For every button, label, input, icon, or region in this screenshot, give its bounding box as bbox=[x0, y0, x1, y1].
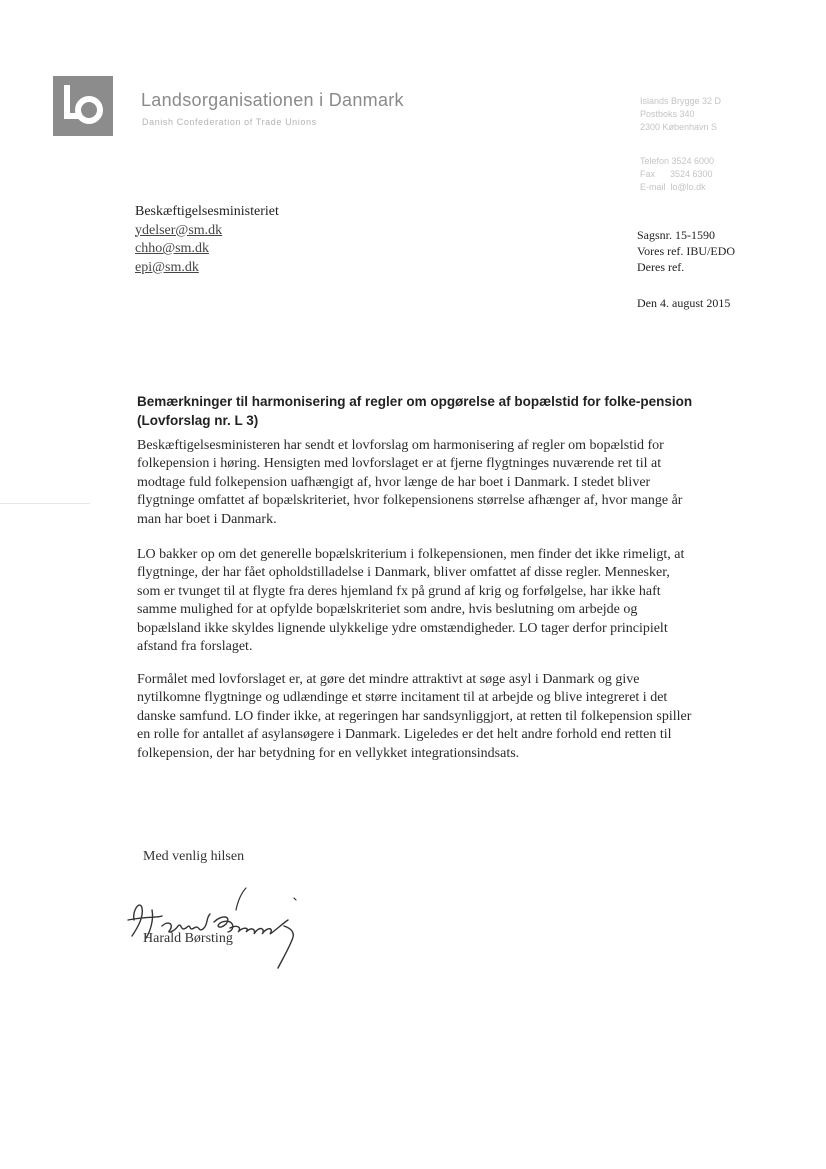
address-line: Islands Brygge 32 D bbox=[640, 96, 722, 106]
fax-line: Fax 3524 6300 bbox=[640, 169, 713, 179]
org-subtitle: Danish Confederation of Trade Unions bbox=[142, 117, 317, 127]
body-paragraph: LO bakker op om det generelle bopælskriterium i folkepensionen, men finder det ikke rimeligt, at flygtninge, der har fået opholdstilladelse i Danmark, bliver omfattet af disse regler. Mennesker, som er tvunget til at flygte fra deres hjemland fx på grund af krig og forfølgelse, har ikke haft samme mulighed for at opfylde bopælskriteriet som andre, hvis beslutning om arbejde og bopælsland ikke skyldes lignende ulykkelige ydre omstændigheder. LO tager derfor principielt afstand fra forslaget. bbox=[137, 547, 685, 655]
address-line: 2300 København S bbox=[640, 122, 718, 132]
email-line: E-mail lo@lo.dk bbox=[640, 182, 706, 192]
scan-artifact bbox=[0, 503, 90, 504]
handwritten-signature bbox=[118, 880, 318, 970]
address-line: Postboks 340 bbox=[640, 109, 695, 119]
org-address bbox=[640, 95, 721, 134]
recipient-email-link[interactable]: ydelser@sm.dk bbox=[135, 222, 223, 238]
body-paragraph: Formålet med lovforslaget er, at gøre det mindre attraktivt at søge asyl i Danmark og give nytilkomne flygtninge og udlændinge et større incitament til at arbejde og blive integreret i det danske samfund. LO finder ikke, at regeringen har sandsynliggjort, at retten til folkepension spiller en rolle for antallet af asylansøgere i Danmark. Ligeledes er det helt andre forhold end retten til folkepension, der har betydning for en vellykket integrationsindsats. bbox=[137, 672, 692, 761]
recipient-email-link[interactable]: chho@sm.dk bbox=[135, 241, 209, 256]
lo-logo-icon bbox=[53, 76, 113, 136]
org-name: Landsorganisationen i Danmark bbox=[141, 90, 404, 110]
phone-line: Telefon 3524 6000 bbox=[640, 156, 715, 166]
letter-date: Den 4. august 2015 bbox=[637, 296, 731, 310]
lo-logo bbox=[53, 76, 113, 136]
letter-title: Bemærkninger til harmonisering af regler om opgørelse af bopælstid for folke-pension (Lovforslag nr. L 3) bbox=[137, 394, 693, 428]
closing-salutation: Med venlig hilsen bbox=[143, 849, 245, 864]
recipient-name: Beskæftigelsesministeriet bbox=[135, 204, 279, 219]
org-contact bbox=[640, 155, 714, 194]
recipient-email-link[interactable]: epi@sm.dk bbox=[135, 259, 199, 275]
recipient-block bbox=[135, 203, 279, 277]
signer-name: Harald Børsting bbox=[143, 931, 233, 946]
your-reference: Deres ref. bbox=[637, 260, 685, 274]
case-number: Sagsnr. 15-1590 bbox=[637, 228, 715, 242]
our-reference: Vores ref. IBU/EDO bbox=[637, 244, 736, 258]
reference-block bbox=[637, 227, 735, 275]
body-paragraph: Beskæftigelsesministeren har sendt et lovforslag om harmonisering af regler om bopælstid for folkepension i høring. Hensigten med lovforslaget er at fjerne flygtninges nuværende ret til at modtage fuld folkepension uafhængigt af, hvor længe de har boet i Danmark. I stedet bliver flygtninge omfattet af bopælskriteriet, hvor folkepensionens størrelse afhænger af, hvor mange år man har boet i Danmark. bbox=[137, 438, 683, 527]
